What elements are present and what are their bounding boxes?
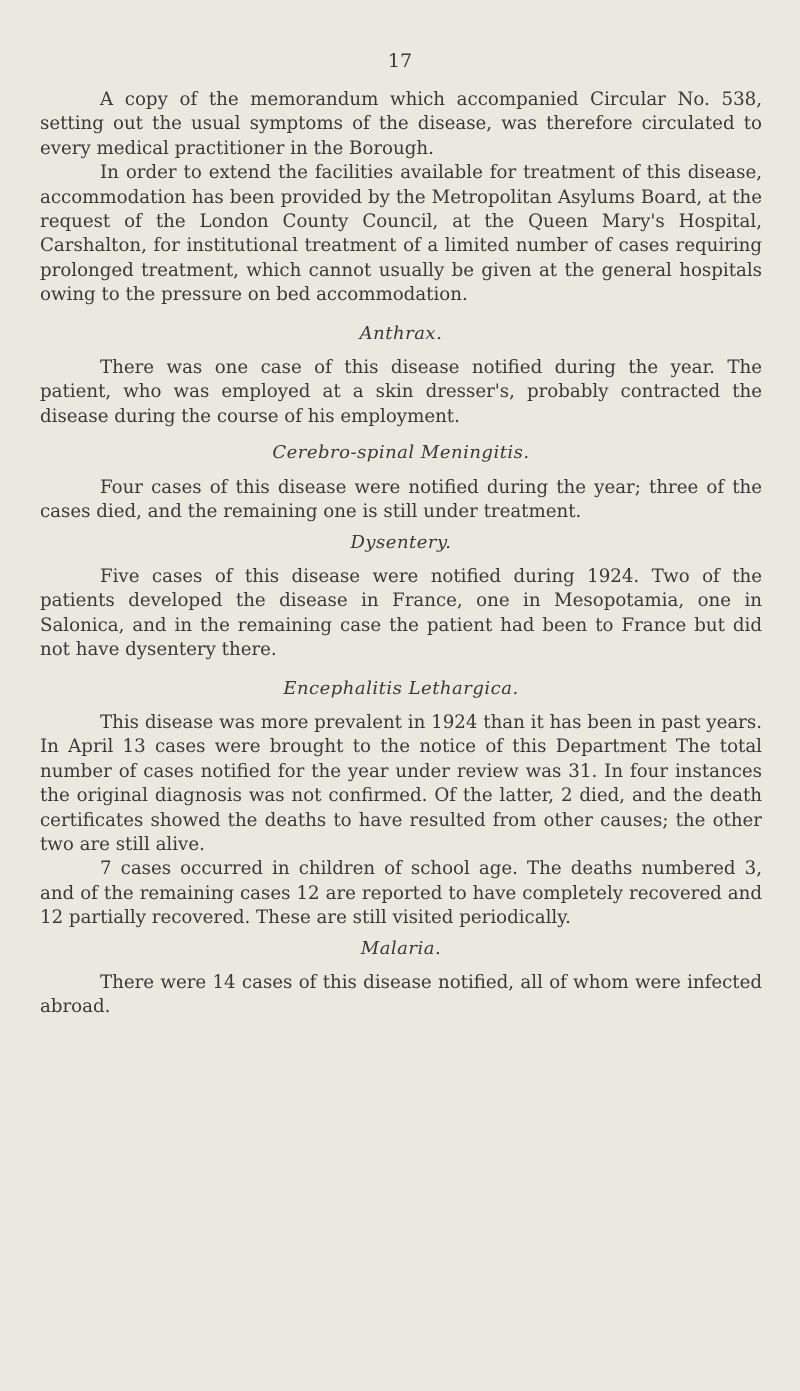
encephalitis-heading: Encephalitis Lethargica. (283, 677, 519, 699)
intro-paragraph-2: In order to extend the facilities available for treatment of this disease, accommodation has been provided by the Metropolitan Asylums Board, at the request of the London County Council, at the Queen Mary's Hospital, Carshalton, for institutional treatment of a limited number of cases requiring prolonged treatment, which cannot usually be given at the general hospitals owing to the pressure on bed accommodation. (40, 162, 762, 306)
page-number: 17 (387, 50, 413, 72)
encephalitis-paragraph-1: This disease was more prevalent in 1924 than it has been in past years. In April 13 cases were brought to the notice of this Department The total number of cases notified for the year under review was 31. In four instances the original diagnosis was not confirmed. Of the latter, 2 died, and the death certificates showed the deaths to have resulted from other causes; the other two are still alive. (40, 711, 762, 855)
malaria-heading: Malaria. (360, 937, 442, 959)
anthrax-paragraph: There was one case of this disease notified during the year. The patient, who was employed at a skin dresser's, probably contracted the disease during the course of his employment. (40, 357, 762, 427)
dysentery-heading: Dysentery. (350, 531, 452, 553)
anthrax-heading: Anthrax. (359, 322, 443, 344)
encephalitis-paragraph-2: 7 cases occurred in children of school age. The deaths numbered 3, and of the remaining cases 12 are reported to have completely recovered and 12 partially recovered. These are still visited periodically. (40, 858, 762, 929)
dysentery-paragraph: Five cases of this disease were notified during 1924. Two of the patients developed the disease in France, one in Mesopotamia, one in Salonica, and in the remaining case the patient had been to France but did not have dysentery there. (40, 565, 762, 661)
intro-paragraph-1: A copy of the memorandum which accompanied Circular No. 538, setting out the usual symptoms of the disease, was therefore circulated to every medical practitioner in the Borough. (40, 89, 762, 159)
page-body (40, 88, 762, 1020)
meningitis-paragraph: Four cases of this disease were notified during the year; three of the cases died, and the remaining one is still under treatment. (40, 476, 762, 523)
meningitis-heading: Cerebro-spinal Meningitis. (272, 442, 530, 464)
malaria-paragraph: There were 14 cases of this disease notified, all of whom were infected abroad. (40, 972, 762, 1018)
